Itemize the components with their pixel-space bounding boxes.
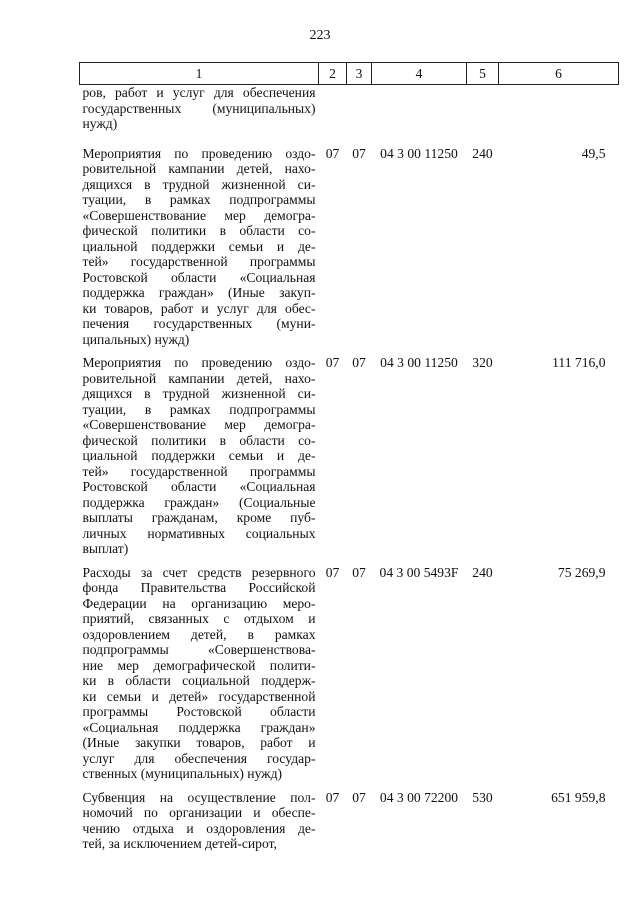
description-line: ние мер демографической полити- [82,657,316,673]
table-row [80,85,619,146]
description-line: тей» государственной программы [82,254,316,269]
description-line: ровительной кампании детей, нахо- [82,370,316,386]
target-article-code: 04 3 00 72200 [379,789,459,805]
column-number-row [80,63,619,85]
expense-description [80,790,319,860]
amount-value: 49,5 [581,145,606,161]
description-line: печения государственных (муни- [82,316,316,331]
description-line: ровительной кампании детей, нахо- [82,161,316,176]
table-row [80,146,619,356]
expense-description [80,85,319,146]
column-header-3: 3 [347,63,372,85]
description-line: Мероприятия по проведению оздо- [82,355,316,370]
description-line: «Социальная поддержка граждан» [82,719,316,735]
description-line: ки товаров, работ и услуг для обес- [82,300,316,316]
target-article-code: 04 3 00 11250 [380,355,458,370]
description-line: фической политики в области со- [82,223,316,238]
description-line: услуг для обеспечения государ- [82,750,316,766]
expense-type-code: 240 [472,564,493,580]
description-line: (Иные закупки товаров, работ и [82,735,316,750]
column-header-1: 1 [80,63,319,85]
subsection-code: 07 [352,145,366,161]
amount-value [499,85,619,146]
subsection-code [347,85,372,146]
subsection-code: 07 [352,355,366,370]
target-article-code: 04 3 00 11250 [380,145,458,161]
subsection-code: 07 [352,564,366,580]
description-line: личных нормативных социальных [82,525,316,541]
section-code: 07 [325,789,340,805]
subsection-code: 07 [352,789,366,805]
budget-table [79,62,619,860]
description-line: поддержка граждан» (Иные закуп- [82,285,316,300]
description-line: «Совершенствование мер демогра- [82,207,316,223]
expense-description [80,355,319,565]
description-line: дящихся в трудной жизненной си- [82,176,316,192]
amount-value: 75 269,9 [557,564,606,580]
description-line: номочий по организации и обеспе- [82,805,316,820]
expense-type-code: 320 [472,355,493,370]
description-line: фической политики в области со- [82,432,316,448]
page-number: 223 [309,28,331,43]
description-line: туации, в рамках подпрограммы [82,192,316,207]
amount-value: 111 716,0 [552,355,606,370]
description-line: ципальных) нужд) [82,331,190,347]
description-line: программы Ростовской области [82,704,316,719]
description-line: Мероприятия по проведению оздо- [82,145,316,161]
column-header-5: 5 [467,63,499,85]
description-line: поддержка граждан» (Социальные [82,494,316,510]
section-code: 07 [325,355,340,370]
description-line: туации, в рамках подпрограммы [82,401,316,417]
column-header-4: 4 [372,63,467,85]
table-row [80,355,619,565]
expense-description [80,565,319,790]
description-line: тей» государственной программы [82,463,316,479]
description-line: ки в области социальной поддерж- [82,673,316,688]
description-line: «Совершенствование мер демогра- [82,417,316,432]
description-line: подпрограммы «Совершенствова- [82,642,316,657]
expense-type-code: 530 [472,789,493,805]
table-row [80,565,619,790]
description-line: Ростовской области «Социальная [82,269,316,285]
description-line: циальной поддержки семьи и де- [82,238,316,254]
description-line: Расходы за счет средств резервного [82,564,316,580]
description-line: дящихся в трудной жизненной си- [82,386,316,401]
section-code: 07 [325,145,340,161]
column-header-6: 6 [499,63,619,85]
column-header-2: 2 [319,63,347,85]
description-line: Ростовской области «Социальная [82,479,316,494]
description-line: ров, работ и услуг для обеспечения [82,85,316,100]
expense-description [80,146,319,356]
description-line: нужд) [82,116,118,131]
description-line: тей, за исключением детей-сирот, [82,836,277,851]
target-article-code [372,85,467,146]
target-article-code: 04 3 00 5493F [379,564,459,580]
description-line: чению отдыха и оздоровления де- [82,820,316,836]
description-line: государственных (муниципальных) [82,100,316,116]
description-line: оздоровлением детей, в рамках [82,626,316,642]
expense-type-code [467,85,499,146]
description-line: ственных (муниципальных) нужд) [82,766,283,781]
amount-value: 651 959,8 [551,789,606,805]
description-line: приятий, связанных с отдыхом и [82,611,316,626]
table-row [80,790,619,860]
expense-type-code: 240 [472,145,493,161]
description-line: циальной поддержки семьи и де- [82,448,316,463]
section-code: 07 [325,564,340,580]
description-line: выплаты гражданам, кроме пуб- [82,510,316,525]
description-line: Субвенция на осуществление пол- [82,789,316,805]
description-line: Федерации на организацию меро- [82,595,316,611]
description-line: выплат) [82,541,129,556]
description-line: фонда Правительства Российской [82,580,316,595]
section-code [319,85,347,146]
description-line: ки семьи и детей» государственной [82,688,316,704]
